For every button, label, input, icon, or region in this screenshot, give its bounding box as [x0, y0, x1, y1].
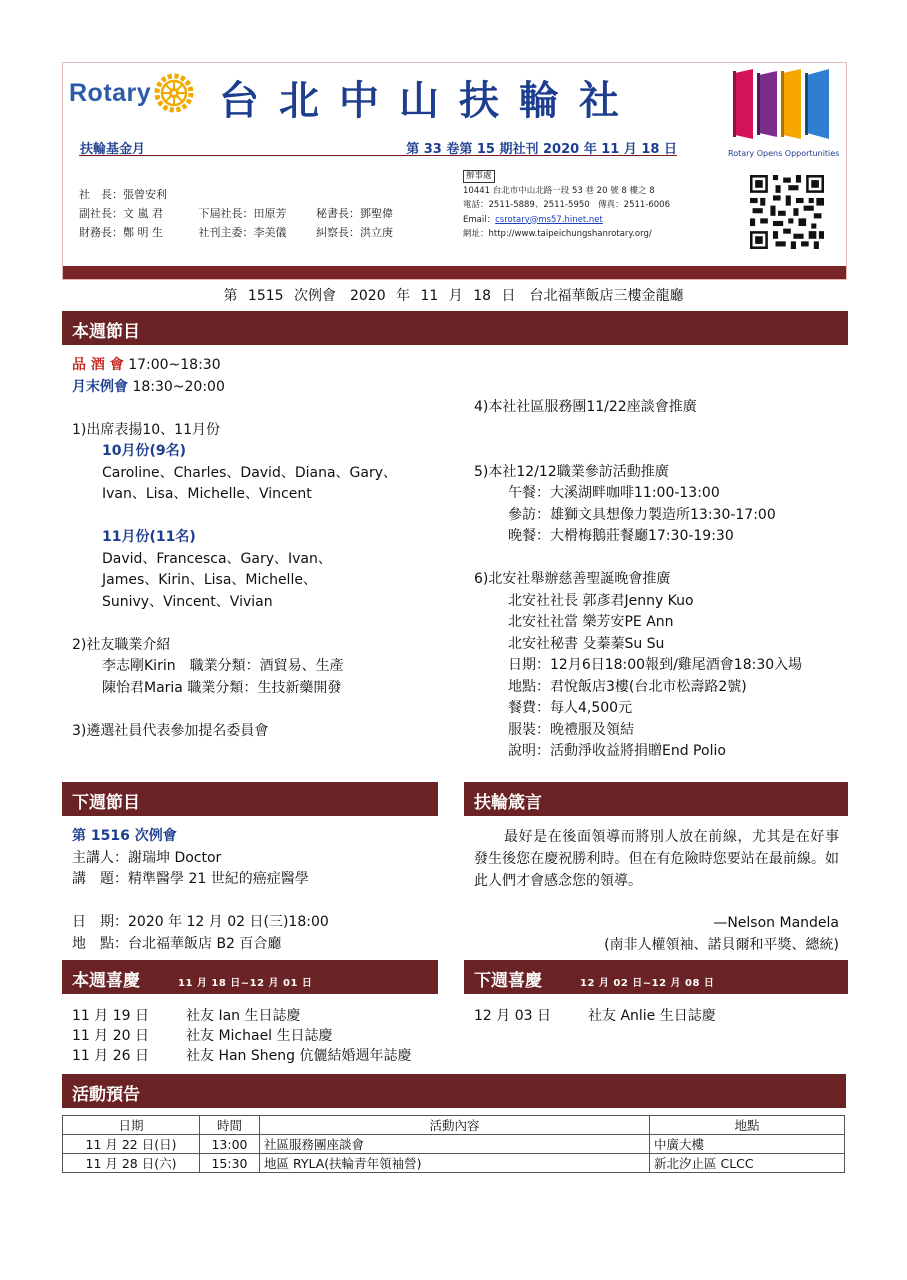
next-date: 日 期：2020 年 12 月 02 日(三)18:00: [72, 914, 329, 930]
qr-code-icon: [750, 175, 824, 249]
celebration-range: 11 月 18 日~12 月 01 日: [178, 978, 313, 989]
event-activity: 地區 RYLA(扶輪青年領袖營): [260, 1154, 650, 1173]
monthly-meeting-time: 18:30~20:00: [132, 378, 225, 395]
celebration-text: 社友 Han Sheng 伉儷結婚週年誌慶: [186, 1048, 412, 1064]
opens-tagline: Rotary Opens Opportunities: [728, 149, 840, 158]
event-date: 11 月 28 日(六): [63, 1154, 200, 1173]
november-names: James、Kirin、Lisa、Michelle、: [102, 572, 317, 588]
newsletter-header: [62, 62, 847, 280]
office-email-link[interactable]: csrotary@ms57.hinet.net: [495, 214, 603, 225]
event-activity: 社區服務團座談會: [260, 1135, 650, 1154]
officer-row: [79, 223, 393, 242]
officer-president-elect: 下屆社長：田原芳: [198, 207, 287, 220]
officers-list: [79, 185, 393, 242]
gala-detail: 餐費：每人4,500元: [508, 700, 633, 716]
officer-secretary: 秘書長：鄧聖偉: [316, 207, 393, 220]
gala-detail: 說明：活動淨收益將捐贈End Polio: [508, 743, 726, 759]
gala-detail: 服裝：晚禮服及領結: [508, 721, 634, 738]
section-title: 扶輪箴言: [474, 793, 542, 813]
cocktail-label: 品 酒 會: [72, 357, 124, 373]
item-member-intro: 2)社友職業介紹: [72, 636, 171, 653]
doors-icon: [729, 65, 837, 143]
celebration-item: [474, 1006, 716, 1026]
november-label: 11月份(11名): [102, 529, 196, 545]
monthly-meeting-line: [72, 377, 462, 399]
october-names: Caroline、Charles、David、Diana、Gary、: [102, 464, 398, 481]
officer-sergeant: 糾察長：洪立庚: [316, 226, 393, 239]
november-names: David、Francesca、Gary、Ivan、: [102, 550, 332, 567]
motto-author: —Nelson Mandela: [713, 915, 839, 931]
officer-vice-president: 副社長：文 嵐 君: [79, 207, 163, 220]
office-info: [463, 169, 670, 242]
cocktail-time: 17:00~18:30: [128, 357, 221, 373]
this-week-program-right: [474, 397, 846, 763]
visit-detail: 參訪：雄獅文具想像力製造所13:30-17:00: [508, 506, 776, 523]
october-label: 10月份(9名): [102, 443, 187, 459]
celebration-item: [72, 1026, 411, 1046]
issue-line: [79, 137, 677, 156]
officer-treasurer: 財務長：鄭 明 生: [79, 226, 163, 239]
next-place: 地 點：台北福華飯店 B2 百合廳: [72, 935, 282, 952]
column-header-date: 日期: [63, 1116, 200, 1135]
member-intro-line: 陳怡君Maria 職業分類：生技新藥開發: [102, 679, 342, 696]
cocktail-line: [72, 355, 462, 377]
event-location: 新北汐止區 CLCC: [650, 1154, 845, 1173]
next-week-celebrations-list: [474, 1006, 716, 1026]
section-next-week-header: [62, 782, 438, 816]
meeting-line: 第 1515 次例會 2020 年 11 月 18 日 台北福華飯店三樓金龍廳: [223, 288, 684, 304]
item-vocational-visit: 5)本社12/12職業參訪活動推廣: [474, 463, 669, 480]
office-website: 網址：http://www.taipeichungshanrotary.org/: [463, 229, 652, 239]
issue-number: 第 33 卷第 15 期社刊 2020 年 11 月 18 日: [406, 142, 677, 157]
section-this-week-header: [62, 311, 848, 345]
table-row: [63, 1135, 845, 1154]
office-phone: 電話：2511-5889、2511-5950 傳真：2511-6006: [463, 200, 670, 210]
celebration-date: 11 月 19 日: [72, 1008, 149, 1024]
officer-president: 社 長：張曾安利: [79, 188, 167, 201]
item-nomination: 3)遴選社員代表參加提名委員會: [72, 722, 269, 739]
item-community-service: 4)本社社區服務團11/22座談會推廣: [474, 399, 697, 415]
monthly-meeting-label: 月末例會: [72, 378, 128, 395]
header-bottom-bar: [63, 266, 846, 279]
this-week-program-left: [72, 355, 462, 742]
rotary-logo: [69, 73, 194, 113]
motto-author-note: (南非人權領袖、諾貝爾和平獎、總統): [604, 937, 839, 953]
section-title: 活動預告: [72, 1085, 140, 1105]
event-date: 11 月 22 日(日): [63, 1135, 200, 1154]
celebration-date: 11 月 26 日: [72, 1048, 149, 1064]
column-header-time: 時間: [200, 1116, 260, 1135]
section-title: 本週喜慶: [72, 971, 140, 991]
visit-detail: 晚餐：大榾梅鵝莊餐廳17:30-19:30: [508, 528, 734, 544]
celebration-item: [72, 1046, 411, 1066]
event-time: 15:30: [200, 1154, 260, 1173]
office-email-label: Email：: [463, 214, 496, 225]
gala-detail: 地點：君悅飯店3樓(台北市松壽路2號): [508, 678, 747, 695]
club-name: 台北中山扶輪社: [219, 78, 639, 124]
officer-bulletin-chair: 社刊主委：李美儀: [198, 226, 287, 239]
event-location: 中廣大樓: [650, 1135, 845, 1154]
event-time: 13:00: [200, 1135, 260, 1154]
gala-detail: 北安社社當 樂芳安PE Ann: [508, 614, 674, 630]
visit-detail: 午餐：大溪湖畔咖啡11:00-13:00: [508, 485, 720, 501]
section-title: 下週喜慶: [474, 971, 542, 991]
celebration-text: 社友 Michael 生日誌慶: [186, 1028, 333, 1044]
column-header-location: 地點: [650, 1116, 845, 1135]
section-next-week-celebrations-header: [464, 960, 848, 994]
october-names: Ivan、Lisa、Michelle、Vincent: [102, 486, 312, 502]
section-this-week-celebrations-header: [62, 960, 438, 994]
celebration-item: [72, 1006, 411, 1026]
motto-author-block: [604, 912, 839, 956]
item-charity-gala: 6)北安社舉辦慈善聖誕晚會推廣: [474, 571, 671, 587]
next-speaker: 主講人：謝瑞坤 Doctor: [72, 849, 222, 866]
member-intro-line: 李志剛Kirin 職業分類：酒貿易、生產: [102, 658, 344, 674]
motto-quote: 最好是在後面領導而將別人放在前線，尤其是在好事發生後您在慶祝勝利時。但在有危險時您要站在最前線。如此人們才會感念您的領導。: [474, 829, 839, 889]
table-row: [63, 1154, 845, 1173]
this-week-celebrations-list: [72, 1006, 411, 1066]
november-names: Sunivy、Vincent、Vivian: [102, 593, 273, 610]
section-title: 本週節目: [72, 322, 140, 342]
celebration-range: 12 月 02 日~12 月 08 日: [580, 978, 715, 989]
rotary-opens-opportunities-logo: [728, 65, 838, 158]
monthly-theme: 扶輪基金月: [80, 142, 146, 157]
officer-row: [79, 185, 393, 204]
gala-detail: 北安社社長 郭彥君Jenny Kuo: [508, 592, 694, 609]
officer-row: [79, 204, 393, 223]
events-table-header-row: [63, 1116, 845, 1135]
item-attendance: 1)出席表揚10、11月份: [72, 421, 220, 438]
section-events-header: [62, 1074, 846, 1108]
column-header-activity: 活動內容: [260, 1116, 650, 1135]
next-meeting-number: 第 1516 次例會: [72, 828, 177, 844]
section-motto-header: [464, 782, 848, 816]
office-label: 辦事處: [463, 170, 495, 183]
rotary-wordmark: Rotary: [69, 78, 152, 107]
celebration-text: 社友 Anlie 生日誌慶: [588, 1008, 716, 1024]
section-title: 下週節目: [72, 793, 140, 813]
rotary-wheel-icon: [154, 73, 194, 113]
next-week-program: [72, 826, 442, 955]
events-table: [62, 1115, 845, 1173]
celebration-date: 11 月 20 日: [72, 1028, 149, 1044]
next-topic: 講 題：精準醫學 21 世紀的癌症醫學: [72, 871, 309, 887]
celebration-date: 12 月 03 日: [474, 1008, 551, 1024]
celebration-text: 社友 Ian 生日誌慶: [186, 1008, 301, 1024]
gala-detail: 北安社秘書 殳蓁蓁Su Su: [508, 635, 665, 652]
gala-detail: 日期：12月6日18:00報到/雞尾酒會18:30入場: [508, 657, 803, 673]
office-address: 10441 台北市中山北路一段 53 巷 20 號 8 樓之 8: [463, 185, 655, 196]
